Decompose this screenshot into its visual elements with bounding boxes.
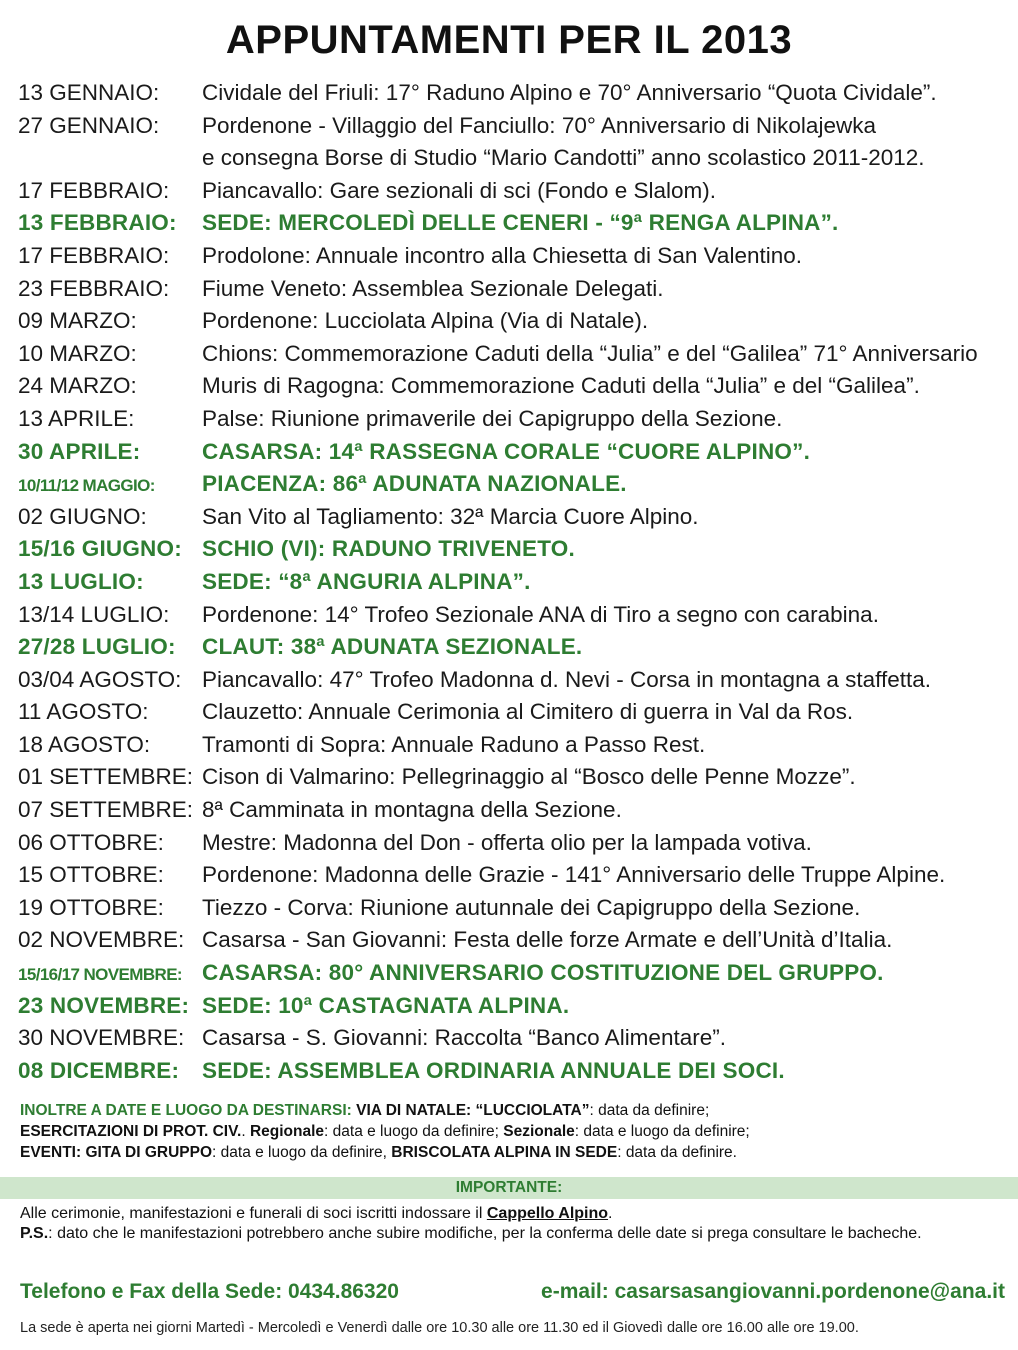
event-description: Muris di Ragogna: Commemorazione Caduti della “Julia” e del “Galilea”. — [202, 373, 920, 399]
info-label-protciv: ESERCITAZIONI DI PROT. CIV. — [20, 1123, 242, 1140]
event-date: 07 SETTEMBRE: — [18, 797, 194, 823]
event-description: Tiezzo - Corva: Riunione autunnale dei Capigruppo della Sezione. — [202, 894, 861, 920]
event-row — [18, 569, 1008, 602]
event-date: 02 NOVEMBRE: — [18, 927, 185, 953]
event-row — [18, 764, 1008, 797]
event-date: 13 APRILE: — [18, 405, 135, 431]
event-date: 24 MARZO: — [18, 373, 137, 399]
event-row — [18, 308, 1008, 341]
event-date: 23 FEBBRAIO: — [18, 275, 170, 301]
event-row — [18, 602, 1008, 635]
event-date: 10/11/12 MAGGIO: — [18, 476, 155, 496]
event-date: 30 APRILE: — [18, 438, 141, 464]
page-title: APPUNTAMENTI PER IL 2013 — [225, 18, 793, 62]
info-text: : data da definire; — [589, 1102, 710, 1119]
event-date: 15/16 GIUGNO: — [18, 536, 182, 562]
event-description: CASARSA: 14ª RASSEGNA CORALE “CUORE ALPINO”. — [202, 438, 811, 464]
event-row — [18, 732, 1008, 765]
event-description: Pordenone: 14° Trofeo Sezionale ANA di Tiro a segno con carabina. — [202, 601, 879, 627]
event-date: 19 OTTOBRE: — [18, 894, 164, 920]
event-row — [18, 210, 1008, 243]
event-description: San Vito al Tagliamento: 32ª Marcia Cuore Alpino. — [202, 503, 699, 529]
event-row — [18, 699, 1008, 732]
event-date: 10 MARZO: — [18, 340, 137, 366]
event-description: SEDE: 10ª CASTAGNATA ALPINA. — [202, 992, 570, 1018]
event-row — [18, 927, 1008, 960]
info-item-briscolata: BRISCOLATA ALPINA IN SEDE — [391, 1144, 618, 1161]
event-date: 23 NOVEMBRE: — [18, 992, 190, 1018]
event-row — [18, 243, 1008, 276]
event-date: 18 AGOSTO: — [18, 731, 151, 757]
event-row — [18, 667, 1008, 700]
event-date: 03/04 AGOSTO: — [18, 666, 182, 692]
event-description: SEDE: ASSEMBLEA ORDINARIA ANNUALE DEI SOCI. — [202, 1057, 785, 1083]
event-description: Cividale del Friuli: 17° Raduno Alpino e 70° Anniversario “Quota Cividale”. — [202, 80, 937, 105]
event-row — [18, 830, 1008, 863]
important-heading: IMPORTANTE: — [0, 1177, 1018, 1199]
event-row — [18, 1025, 1008, 1058]
event-description: Casarsa - S. Giovanni: Raccolta “Banco Alimentare”. — [202, 1025, 726, 1051]
cappello-alpino: Cappello Alpino — [486, 1205, 609, 1222]
info-text: : data e luogo da definire; — [574, 1123, 750, 1140]
opening-hours: La sede è aperta nei giorni Martedì - Mercoledì e Venerdì dalle ore 10.30 alle ore 11.30 ed il Giovedì dalle ore 16.00 alle ore 19.00. — [20, 1320, 859, 1336]
event-row — [18, 145, 1008, 178]
event-description: SEDE: MERCOLEDÌ DELLE CENERI - “9ª RENGA ALPINA”. — [202, 210, 839, 236]
event-description: CLAUT: 38ª ADUNATA SEZIONALE. — [202, 634, 583, 660]
event-description: Pordenone: Lucciolata Alpina (Via di Natale). — [202, 308, 649, 334]
event-row — [18, 797, 1008, 830]
event-date: 11 AGOSTO: — [18, 699, 149, 725]
info-text: : data da definire. — [617, 1144, 737, 1161]
event-date: 06 OTTOBRE: — [18, 829, 164, 855]
event-row — [18, 1058, 1008, 1091]
event-date: 30 NOVEMBRE: — [18, 1025, 185, 1051]
event-date: 13 LUGLIO: — [18, 568, 144, 594]
event-description: Prodolone: Annuale incontro alla Chiesetta di San Valentino. — [202, 242, 802, 268]
event-description: Pordenone: Madonna delle Grazie - 141° Anniversario delle Truppe Alpine. — [202, 862, 946, 888]
info-label: INOLTRE A DATE E LUOGO DA DESTINARSI: — [20, 1102, 352, 1119]
info-line-1 — [20, 1100, 1000, 1121]
event-row — [18, 178, 1008, 211]
event-description: Tramonti di Sopra: Annuale Raduno a Passo Rest. — [202, 731, 706, 757]
event-row — [18, 439, 1008, 472]
event-description: Piancavallo: Gare sezionali di sci (Fondo e Slalom). — [202, 177, 716, 203]
event-date: 09 MARZO: — [18, 308, 137, 334]
event-row — [18, 276, 1008, 309]
note-cappello — [20, 1204, 1005, 1224]
event-row — [18, 993, 1008, 1026]
event-description: SCHIO (VI): RADUNO TRIVENETO. — [202, 536, 575, 562]
event-description: Fiume Veneto: Assemblea Sezionale Delegati. — [202, 275, 664, 301]
event-description: Piancavallo: 47° Trofeo Madonna d. Nevi - Corsa in montagna a staffetta. — [202, 666, 931, 692]
info-sep: . — [241, 1123, 250, 1140]
event-description: Cison di Valmarino: Pellegrinaggio al “Bosco delle Penne Mozze”. — [202, 764, 856, 790]
event-date: 15 OTTOBRE: — [18, 862, 164, 888]
event-row — [18, 862, 1008, 895]
info-label-eventi: EVENTI: GITA DI GRUPPO — [20, 1144, 213, 1161]
event-description: Clauzetto: Annuale Cerimonia al Cimitero di guerra in Val da Ros. — [202, 699, 854, 725]
important-notes — [20, 1204, 1005, 1244]
event-row — [18, 406, 1008, 439]
event-description: Pordenone - Villaggio del Fanciullo: 70° Anniversario di Nikolajewka — [202, 112, 876, 138]
event-row — [18, 341, 1008, 374]
event-description: 8ª Camminata in montagna della Sezione. — [202, 797, 622, 823]
extra-events-info — [20, 1100, 1000, 1163]
event-row — [18, 960, 1008, 993]
note-ps — [20, 1224, 1005, 1244]
ps-label: P.S. — [20, 1225, 49, 1242]
event-date: 17 FEBBRAIO: — [18, 242, 170, 268]
event-row — [18, 373, 1008, 406]
event-date: 27 GENNAIO: — [18, 112, 160, 138]
event-date: 15/16/17 NOVEMBRE: — [18, 965, 182, 985]
event-description: Palse: Riunione primaverile dei Capigruppo della Sezione. — [202, 405, 783, 431]
event-description: CASARSA: 80° ANNIVERSARIO COSTITUZIONE DEL GRUPPO. — [202, 960, 884, 986]
info-line-2 — [20, 1121, 1000, 1142]
event-date: 27/28 LUGLIO: — [18, 634, 176, 660]
event-date: 13 GENNAIO: — [18, 80, 160, 105]
events-list — [18, 80, 1008, 1090]
info-text: : data e luogo da definire, — [212, 1144, 392, 1161]
event-description: Mestre: Madonna del Don - offerta olio per la lampada votiva. — [202, 829, 812, 855]
info-text: : data e luogo da definire; — [324, 1123, 504, 1140]
event-row — [18, 895, 1008, 928]
event-row — [18, 471, 1008, 504]
info-regional: Regionale — [249, 1123, 325, 1140]
event-description: e consegna Borse di Studio “Mario Candotti” anno scolastico 2011-2012. — [202, 145, 925, 171]
event-description: SEDE: “8ª ANGURIA ALPINA”. — [202, 568, 531, 594]
event-date: 13/14 LUGLIO: — [18, 601, 170, 627]
event-description: Casarsa - San Giovanni: Festa delle forze Armate e dell’Unità d’Italia. — [202, 927, 893, 953]
event-description: PIACENZA: 86ª ADUNATA NAZIONALE. — [202, 471, 627, 497]
note-end: . — [608, 1205, 613, 1222]
event-row — [18, 80, 1008, 113]
note-text: Alle cerimonie, manifestazioni e funerali di soci iscritti indossare il — [20, 1205, 487, 1222]
info-sectional: Sezionale — [503, 1123, 575, 1140]
event-date: 08 DICEMBRE: — [18, 1057, 180, 1083]
event-row — [18, 536, 1008, 569]
info-line-3 — [20, 1142, 1000, 1163]
event-date: 13 FEBBRAIO: — [18, 210, 177, 236]
event-row — [18, 504, 1008, 537]
ps-text: : dato che le manifestazioni potrebbero anche subire modifiche, per la conferma delle date si prega consultare le bacheche. — [48, 1225, 922, 1242]
email-address[interactable]: e-mail: casarsasangiovanni.pordenone@ana.it — [541, 1280, 1005, 1303]
event-date: 02 GIUGNO: — [18, 503, 147, 529]
event-date: 17 FEBBRAIO: — [18, 177, 170, 203]
event-description: Chions: Commemorazione Caduti della “Julia” e del “Galilea” 71° Anniversario — [202, 340, 978, 366]
info-item-lucciolata: VIA DI NATALE: “LUCCIOLATA” — [356, 1102, 590, 1119]
contact-line — [20, 1280, 1005, 1304]
phone-fax: Telefono e Fax della Sede: 0434.86320 — [20, 1280, 399, 1303]
event-date: 01 SETTEMBRE: — [18, 764, 194, 790]
event-row — [18, 634, 1008, 667]
event-row — [18, 113, 1008, 146]
